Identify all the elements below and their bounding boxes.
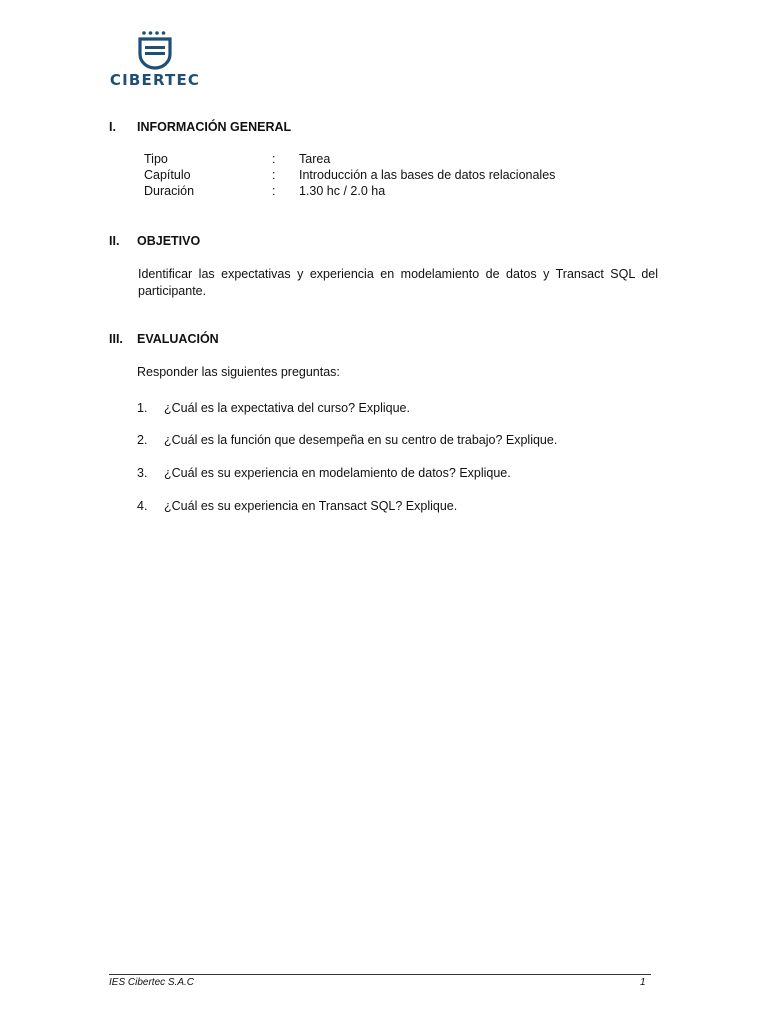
info-label-tipo: Tipo bbox=[144, 152, 168, 166]
info-label-capitulo: Capítulo bbox=[144, 168, 191, 182]
info-separator: : bbox=[272, 168, 276, 182]
logo-text: CIBERTEC bbox=[109, 71, 201, 89]
section-title-objetivo: OBJETIVO bbox=[137, 234, 201, 248]
question-number: 3. bbox=[137, 466, 148, 480]
question-text: ¿Cuál es su experiencia en modelamiento de datos? Explique. bbox=[164, 466, 511, 480]
section-title-informacion-general: INFORMACIÓN GENERAL bbox=[137, 120, 292, 134]
info-value-duracion: 1.30 hc / 2.0 ha bbox=[299, 184, 386, 198]
info-label-duracion: Duración bbox=[144, 184, 195, 198]
page-number: 1 bbox=[640, 977, 646, 988]
question-number: 4. bbox=[137, 499, 148, 513]
info-separator: : bbox=[272, 184, 276, 198]
info-value-capitulo: Introducción a las bases de datos relacionales bbox=[299, 168, 556, 182]
section-number: III. bbox=[109, 332, 123, 346]
question-text: ¿Cuál es la función que desempeña en su centro de trabajo? Explique. bbox=[164, 433, 558, 447]
objective-paragraph: Identificar las expectativas y experiencia en modelamiento de datos y Transact SQL del participante. bbox=[138, 267, 658, 298]
footer-divider bbox=[109, 974, 651, 975]
question-number: 2. bbox=[137, 433, 148, 447]
cibertec-logo bbox=[108, 30, 202, 90]
evaluation-intro: Responder las siguientes preguntas: bbox=[137, 365, 340, 379]
shield-icon bbox=[137, 30, 173, 70]
question-text: ¿Cuál es su experiencia en Transact SQL? Explique. bbox=[164, 499, 458, 513]
section-title-evaluacion: EVALUACIÓN bbox=[137, 332, 219, 346]
info-value-tipo: Tarea bbox=[299, 152, 331, 166]
question-number: 1. bbox=[137, 401, 148, 415]
footer-company: IES Cibertec S.A.C bbox=[109, 977, 195, 988]
question-text: ¿Cuál es la expectativa del curso? Explique. bbox=[164, 401, 410, 415]
section-number: II. bbox=[109, 234, 120, 248]
section-number: I. bbox=[109, 120, 116, 134]
info-separator: : bbox=[272, 152, 276, 166]
